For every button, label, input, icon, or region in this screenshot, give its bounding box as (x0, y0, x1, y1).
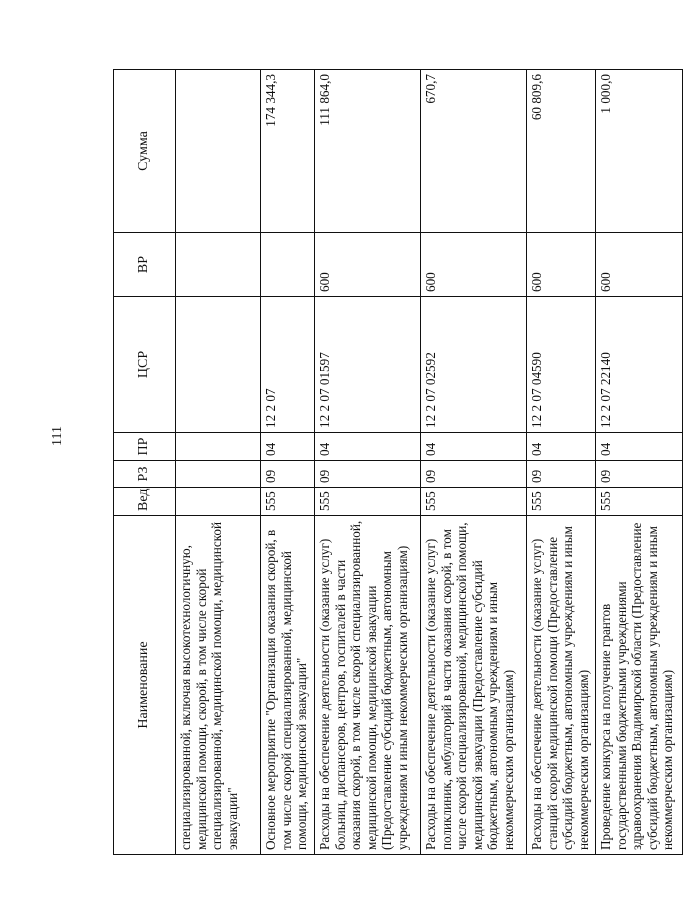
cell-csr (176, 297, 261, 433)
header-name: Наименование (114, 516, 176, 855)
cell-ved (176, 488, 261, 516)
table-row (527, 70, 596, 855)
header-row (114, 70, 176, 855)
cell-pr: 04 (527, 433, 596, 461)
cell-csr: 12 2 07 22140 (596, 297, 683, 433)
cell-ved: 555 (421, 488, 527, 516)
cell-vr: 600 (421, 233, 527, 297)
cell-pr: 04 (596, 433, 683, 461)
cell-vr: 600 (596, 233, 683, 297)
cell-sum (176, 70, 261, 233)
header-sum: Сумма (114, 70, 176, 233)
rotated-table-container (113, 70, 676, 855)
cell-name: Проведение конкурса на получение грантов государственными бюджетными учреждениями здравоохранения Владимирской области (Предоставление субсидий бюджетным, автономным учреждениям и иным некоммерческим организациям) (596, 516, 683, 855)
cell-rz: 09 (421, 461, 527, 488)
cell-vr: 600 (527, 233, 596, 297)
page-number: 111 (50, 426, 65, 446)
cell-sum: 60 809,6 (527, 70, 596, 233)
cell-sum: 174 344,3 (261, 70, 315, 233)
cell-ved: 555 (527, 488, 596, 516)
cell-name: Расходы на обеспечение деятельности (оказание услуг) поликлиник, амбулаторий в части оказания скорой, в том числе скорой специализированной, медицинской помощи, медицинской эвакуации (Предоставление субсидий бюджетным, автономным учреждениям и иным некоммерческим организациям) (421, 516, 527, 855)
cell-name: Расходы на обеспечение деятельности (оказание услуг) станций скорой медицинской помощи (Предоставление субсидий бюджетным, автономным учреждениям и иным некоммерческим организациям) (527, 516, 596, 855)
header-pr: ПР (114, 433, 176, 461)
cell-name: Основное мероприятие "Организация оказания скорой, в том числе скорой специализированной, медицинской помощи, медицинской эвакуации" (261, 516, 315, 855)
table-row (315, 70, 421, 855)
table-row (261, 70, 315, 855)
cell-csr: 12 2 07 (261, 297, 315, 433)
cell-csr: 12 2 07 02592 (421, 297, 527, 433)
cell-pr (176, 433, 261, 461)
cell-ved: 555 (315, 488, 421, 516)
header-rz: РЗ (114, 461, 176, 488)
header-vr: ВР (114, 233, 176, 297)
cell-vr: 600 (315, 233, 421, 297)
header-csr: ЦСР (114, 297, 176, 433)
cell-sum: 111 864,0 (315, 70, 421, 233)
cell-sum: 1 000,0 (596, 70, 683, 233)
budget-table (113, 69, 683, 855)
cell-rz: 09 (527, 461, 596, 488)
cell-rz: 09 (261, 461, 315, 488)
cell-pr: 04 (421, 433, 527, 461)
cell-ved: 555 (596, 488, 683, 516)
cell-sum: 670,7 (421, 70, 527, 233)
cell-csr: 12 2 07 01597 (315, 297, 421, 433)
cell-rz: 09 (315, 461, 421, 488)
cell-name: Расходы на обеспечение деятельности (оказание услуг) больниц, диспансеров, центров, госпиталей в части оказания скорой, в том числе скорой специализированной, медицинской помощи, медицинской эвакуации (Предоставление субсидий бюджетным, автономным учреждениям и иным некоммерческим организациям) (315, 516, 421, 855)
table-row (421, 70, 527, 855)
cell-rz: 09 (596, 461, 683, 488)
table-row (176, 70, 261, 855)
cell-csr: 12 2 07 04590 (527, 297, 596, 433)
cell-pr: 04 (261, 433, 315, 461)
header-ved: Вед (114, 488, 176, 516)
cell-vr (261, 233, 315, 297)
table-row (596, 70, 683, 855)
cell-pr: 04 (315, 433, 421, 461)
cell-vr (176, 233, 261, 297)
cell-name: специализированной, включая высокотехнологичную, медицинской помощи, скорой, в том числе скорой специализированной, медицинской помощи, медицинской эвакуации" (176, 516, 261, 855)
cell-rz (176, 461, 261, 488)
cell-ved: 555 (261, 488, 315, 516)
